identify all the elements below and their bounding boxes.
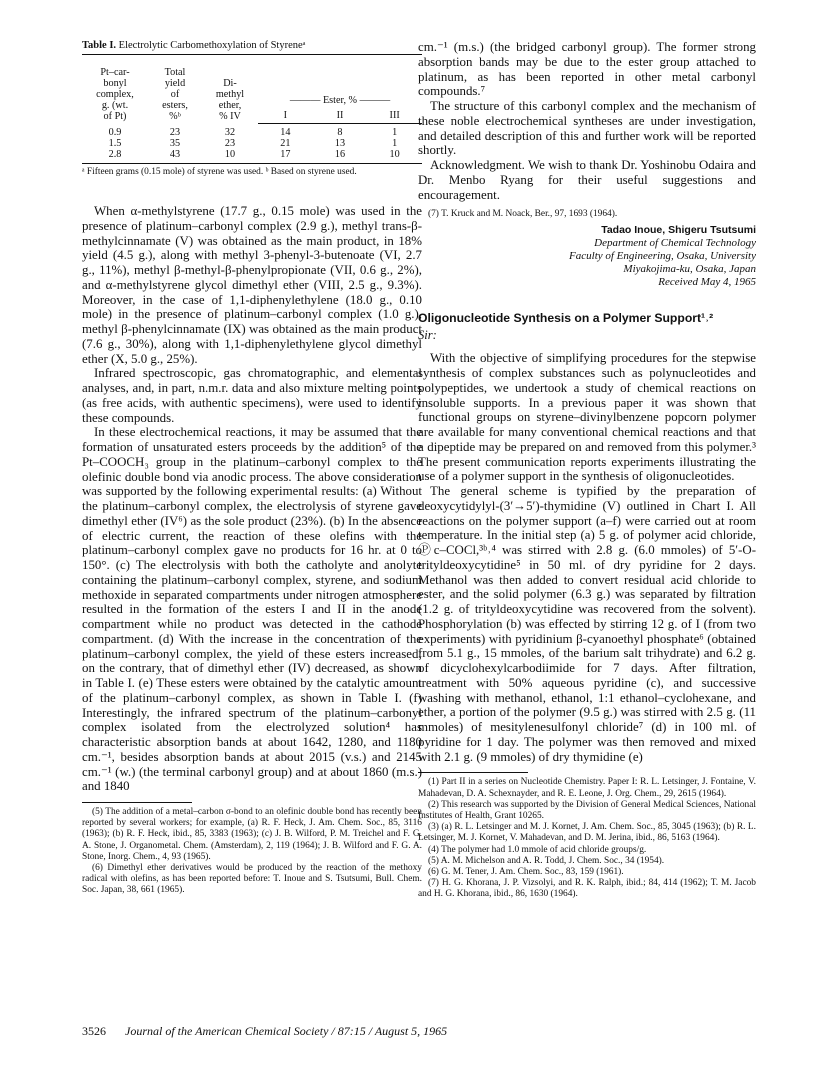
salutation: Sir:: [418, 328, 437, 343]
table-header-ester-2: II: [313, 108, 368, 124]
table-header-ester-group: ——— Ester, % ———: [258, 55, 422, 109]
table-cell: 43: [148, 149, 202, 164]
right-column: [418, 40, 756, 901]
table-cell: 21: [280, 138, 291, 149]
table-caption: [82, 40, 422, 51]
table-cell: 23: [224, 138, 236, 149]
table-cell: 2.8: [82, 149, 148, 164]
table-cell: 35: [169, 138, 181, 149]
table-cell: 10: [202, 149, 258, 164]
table-caption-text: Electrolytic Carbomethoxylation of Styreneᵃ: [118, 40, 306, 51]
table-cell: 14: [280, 127, 291, 138]
table-cell: 0.9: [108, 126, 122, 138]
body-paragraph: The structure of this carbonyl complex and the mechanism of these noble electrochemical syntheses are under investigation, and detailed description of this and further work will be reported shortly.: [418, 99, 756, 158]
affiliation-line: Faculty of Engineering, Osaka, University: [569, 250, 756, 263]
table-cell: 17: [258, 149, 313, 164]
body-paragraph: cm.⁻¹ (m.s.) (the bridged carbonyl group). The former strong absorption bands may be due to the ester group attached to platinum, as has been reported in other metal carbonyl compounds.⁷: [418, 40, 756, 99]
table-cell: 8: [337, 127, 343, 138]
body-paragraph: With the objective of simplifying procedures for the stepwise synthesis of complex substances such as polynucleotides and polypeptides, we undertook a study of chemical reactions on insoluble supports. In a previous paper it was shown that functional groups on styrene–divinylbenzene popcorn polymer are available for many conventional chemical reactions and that a dipeptide may be prepared on and removed from this polymer.³ The present communication reports experiments illustrating the use of a polymer support in the synthesis of oligonucleotides.: [418, 351, 756, 484]
table-header-total-yield: Total yield of esters, %ᵇ: [148, 55, 202, 124]
table-header-pt-complex: Pt–car- bonyl complex, g. (wt. of Pt): [82, 55, 148, 124]
table-row: [82, 149, 422, 164]
footnote: (7) T. Kruck and M. Noack, Ber., 97, 1693 (1964).: [428, 209, 618, 220]
article-heading: Oligonucleotide Synthesis on a Polymer Support¹˒²: [418, 311, 714, 326]
affiliation-line: Miyakojima-ku, Osaka, Japan: [623, 263, 756, 276]
author-names: Tadao Inoue, Shigeru Tsutsumi: [601, 224, 756, 237]
received-date: Received May 4, 1965: [658, 276, 756, 289]
footnote: (4) The polymer had 1.0 mmole of acid chloride groups/g.: [428, 844, 647, 855]
footnote: (1) Part II in a series on Nucleotide Chemistry. Paper I: R. L. Letsinger, J. Fontaine, V. Mahadevan, D. A. Schexnayder, and R. E. Leone, J. Org. Chem., 29, 2615 (1964).: [418, 777, 756, 799]
footnote: (7) H. G. Khorana, J. P. Vizsolyi, and R. K. Ralph, ibid.; 84, 414 (1962); T. M. Jacob and H. G. Khorana, ibid., 86, 1630 (1964).: [418, 878, 756, 900]
body-paragraph: In these electrochemical reactions, it may be assumed that the formation of unsaturated esters proceeds by the addition⁵ of the Pt–COOCH₃ group in the platinum–carbonyl complex to the olefinic double bond via anodic process. The above consideration was supported by the following experimental results: (a) Without the platinum–carbonyl complex, the electrolysis of styrene gave dimethyl ether (IV⁶) as the sole product (23%). (b) In the absence of electric current, the reaction of these olefins with the platinum–carbonyl complex gave no products for 16 hr. at 0 to 150°. (c) The electrolysis with both the catholyte and anolyte containing the platinum–carbonyl complex, styrene, and sodium methoxide in separated compartments under nitrogen atmosphere resulted in the formation of the esters I and II in the anode compartment while no product was detected in the cathode compartment. (d) With the increase in the concentration of the platinum–carbonyl complex, the yield of these esters increased; on the contrary, that of dimethyl ether (IV) decreased, as shown in Table I. (e) These esters were obtained by the catalytic amount of the platinum–carbonyl complex, as shown in Table I. (f) Interestingly, the infrared spectrum of the platinum–carbonyl complex isolated from the electrolyzed solution⁴ has characteristic absorption bands at about 1642, 1280, and 1180 cm.⁻¹, besides absorption bands at about 2015 (v.s.) and 2145 cm.⁻¹ (w.) (the terminal carbonyl group) and at about 1860 (m.s.) and 1840: [82, 425, 422, 794]
footnote: (5) A. M. Michelson and A. R. Todd, J. Chem. Soc., 34 (1954).: [428, 855, 665, 866]
table-cell: 13: [334, 138, 346, 149]
body-paragraph: The general scheme is typified by the preparation of deoxycytidylyl-(3′→5′)-thymidine (V) outlined in Chart I. All reactions on the polymer support (a–f) were carried out at room temperature. In the initial step (a) 5 g. of polymer acid chloride, Ⓟc–COCl,³ᵇ˒⁴ was stirred with 2.8 g. (6.0 mmoles) of 5′-O-trityldeoxycytidine⁵ in 50 ml. of dry pyridine for 2 days. Methanol was then added to convert residual acid chloride to ester, and the solid polymer (6.3 g.) was separated by filtration (1.2 g. of trityldeoxycytidine was recovered from the solvent). Phosphorylation (b) was effected by stirring 12 g. of I (from two experiments) with pyridinium β-cyanoethyl phosphate⁶ (obtained from 5.1 g., 15 mmoles, of the barium salt trihydrate) and 6.2 g. of dicyclohexylcarbodiimide for 7 days. After filtration, treatment with 50% aqueous pyridine (c), and successive washing with methanol, ethanol, 1:1 ethanol–cyclohexane, and ether, a portion of the polymer (9.5 g.) was stirred with 2.5 g. (11 mmoles) of mesitylenesulfonyl chloride⁷ (d) in 100 ml. of pyridine for 1 day. The polymer was then removed and mixed with 2.1 g. (9 mmoles) of dry thymidine (e): [418, 484, 756, 764]
affiliation-line: Department of Chemical Technology: [594, 237, 756, 250]
table-cell: 10: [367, 149, 422, 164]
acknowledgment: Acknowledgment. We wish to thank Dr. Yoshinobu Odaira and Dr. Menbo Ryang for their useful suggestions and encouragement.: [418, 158, 756, 202]
footnote-divider: [418, 772, 528, 773]
table-cell: 23: [169, 126, 181, 138]
table-cell: 1: [392, 127, 398, 138]
body-paragraph: When α-methylstyrene (17.7 g., 0.15 mole) was used in the presence of platinum–carbonyl complex (2.9 g.), methyl trans-β-methylcinnamate (V) was obtained as the main product, in 18% yield (4.5 g.), along with methyl 3-phenyl-3-butenoate (VI, 2.7 g., 11%), methyl β-methyl-β-phenylpropionate (VII, 0.6 g., 2%), and α-methylstyrene glycol dimethyl ether (VIII, 2.5 g., 9.3%). Moreover, in the case of 1,1-diphenylethylene (18.0 g., 0.10 mole) in the presence of platinum–carbonyl complex (1.0 g.), methyl β-phenylcinnamate (IX) was obtained as the main product (7.6 g., 30%), along with 1,1-diphenylethylene glycol dimethyl ether (X, 5.0 g., 25%).: [82, 204, 422, 366]
footnote: (6) G. M. Tener, J. Am. Chem. Soc., 83, 159 (1961).: [428, 867, 624, 878]
body-paragraph: Infrared spectroscopic, gas chromatographic, and elemental analyses, and, in part, n.m.r. data and also mixture melting points (as free acids, with authentic specimens), were used to identify these compounds.: [82, 366, 422, 425]
footnote: (5) The addition of a metal–carbon σ-bond to an olefinic double bond has recently been reported by several workers; for example, (a) R. F. Heck, J. Am. Chem. Soc., 85, 3116 (1963); (b) R. F. Heck, ibid., 85, 3383 (1963); (c) J. B. Wilford, P. M. Treichel and F. G. A. Stone, J. Organometal. Chem. (Amsterdam), 2, 119 (1964); J. B. Wilford and F. G. A. Stone, Inorg. Chem., 4, 93 (1965).: [82, 807, 422, 862]
footnote-divider: [82, 802, 192, 803]
footnote: (3) (a) R. L. Letsinger and M. J. Kornet, J. Am. Chem. Soc., 85, 3045 (1963); (b) R. L. Letsinger, M. J. Kornet, V. Mahadevan, and D. M. Jerina, ibid., 86, 5163 (1964).: [418, 822, 756, 844]
table-header-ester-1: I: [258, 108, 313, 124]
left-column: [82, 40, 422, 897]
footnote: (2) This research was supported by the Division of General Medical Sciences, National Institutes of Health, Grant 10265.: [418, 799, 756, 822]
table-row: [82, 124, 422, 139]
table-cell: 1: [392, 138, 398, 149]
page-footer: [82, 1024, 447, 1039]
table-1: [82, 54, 422, 164]
table-cell: 32: [224, 126, 236, 138]
journal-citation: Journal of the American Chemical Society / 87:15 / August 5, 1965: [125, 1024, 448, 1038]
table-footnote: ᵃ Fifteen grams (0.15 mole) of styrene was used. ᵇ Based on styrene used.: [82, 167, 357, 177]
table-caption-label: Table I.: [82, 40, 117, 51]
table-row: [82, 138, 422, 149]
table-cell: 1.5: [108, 138, 122, 149]
table-header-dimethyl-ether: Di- methyl ether, % IV: [202, 55, 258, 124]
table-header-ester-3: III: [367, 108, 422, 124]
footnote: (6) Dimethyl ether derivatives would be produced by the reaction of the methoxy radical with olefins, as has been reported before: T. Inoue and S. Tsutsumi, Bull. Chem. Soc. Japan, 38, 661 (1965).: [82, 863, 422, 896]
table-cell: 16: [313, 149, 368, 164]
page-number: 3526: [82, 1024, 106, 1038]
